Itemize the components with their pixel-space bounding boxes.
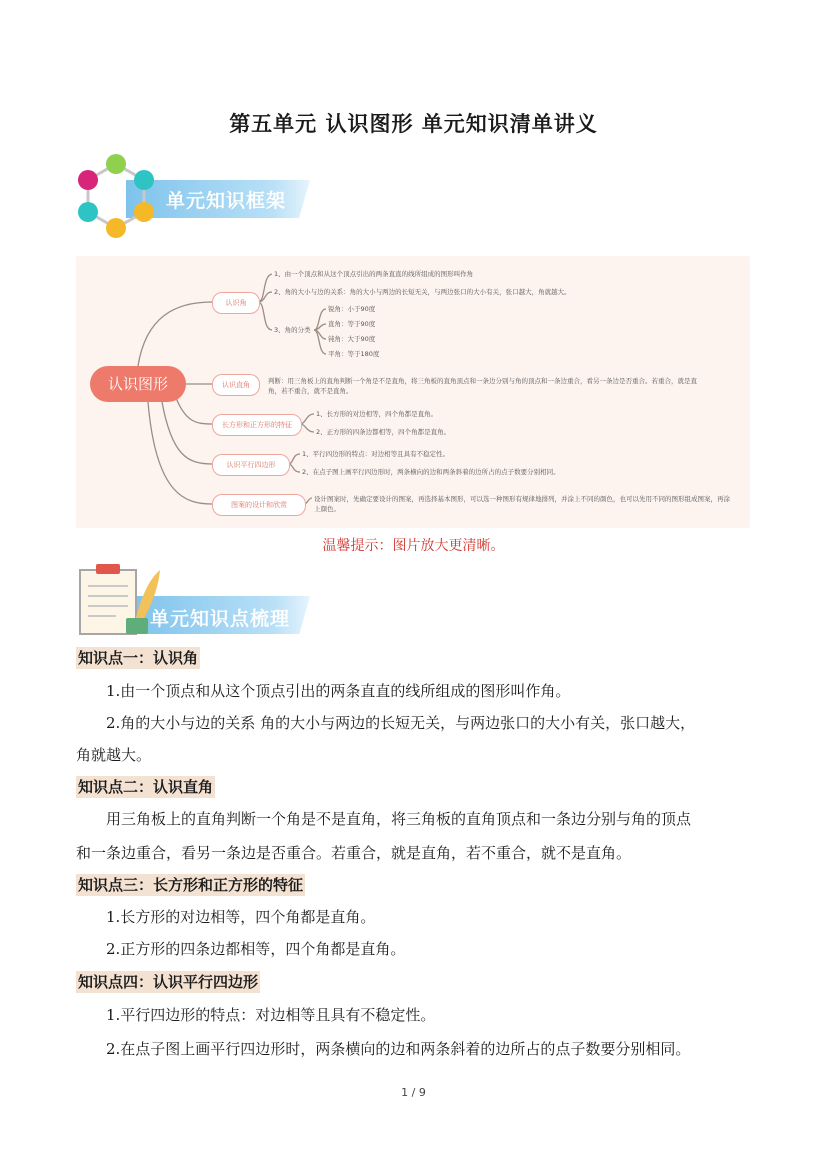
banner-title: 单元知识框架 <box>166 190 287 212</box>
knowledge-point-heading: 知识点二：认识直角 <box>78 778 214 796</box>
mindmap-leaf: 2、正方形的四条边都相等，四个角都是直角。 <box>316 428 451 436</box>
tip-text: 温馨提示：图片放大更清晰。 <box>322 538 505 554</box>
mindmap-leaf: 1、平行四边形的特点：对边相等且具有不稳定性。 <box>302 450 450 458</box>
knowledge-point-heading: 知识点三：长方形和正方形的特征 <box>78 876 304 894</box>
mindmap-leaf: 直角：等于90度 <box>328 320 376 328</box>
mindmap-leaf: 判断：用三角板上的直角判断一个角是不是直角，将三角板的直角顶点和一条边分别与角的顶点和一条边重合，看另一条边是否重合。若重合，就是直角，若不重合，就不是直角。 <box>268 377 697 395</box>
mindmap-leaf: 锐角：小于90度 <box>328 305 376 313</box>
body-text-line: 2.角的大小与边的关系 角的大小与两边的长短无关，与两边张口的大小有关，张口越大， <box>106 714 696 732</box>
mindmap-branch: 认识角 <box>212 292 260 314</box>
mindmap-leaf: 2、角的大小与边的关系：角的大小与两边的长短无关，与两边张口的大小有关，张口越大，角就越大。 <box>274 288 571 296</box>
body-text-line: 用三角板上的直角判断一个角是不是直角，将三角板的直角顶点和一条边分别与角的顶点 <box>106 810 692 828</box>
body-text-line: 2.在点子图上画平行四边形时，两条横向的边和两条斜着的边所占的点子数要分别相同。 <box>106 1040 691 1058</box>
mindmap-branch: 认识平行四边形 <box>212 454 290 476</box>
hexagon-molecule-icon <box>76 152 156 242</box>
body-text-line: 1.平行四边形的特点：对边相等且具有不稳定性。 <box>106 1006 436 1024</box>
mindmap-leaf: 钝角：大于90度 <box>328 335 376 343</box>
knowledge-point-heading: 知识点一：认识角 <box>78 649 199 667</box>
body-text-line: 2.正方形的四条边都相等，四个角都是直角。 <box>106 940 406 958</box>
section-banner-framework <box>76 152 316 242</box>
mindmap-leaf: 设计图案时，先确定要设计的图案，再选择基本图形，可以选一种图形有规律地排列，并涂上不同的颜色，也可以先用不同的图形组成图案，再涂上颜色。 <box>314 495 730 513</box>
body-text-line: 角就越大。 <box>76 746 152 764</box>
body-text-line: 1.长方形的对边相等，四个角都是直角。 <box>106 908 376 926</box>
mindmap-leaf: 2、在点子图上画平行四边形时，两条横向的边和两条斜着的边所占的点子数要分别相同。 <box>302 468 560 476</box>
mindmap-branch: 图案的设计和欣赏 <box>212 494 306 516</box>
knowledge-point-heading: 知识点四：认识平行四边形 <box>78 973 259 991</box>
mindmap-branch: 认识直角 <box>212 374 260 396</box>
mindmap-leaf: 1、由一个顶点和从这个顶点引出的两条直直的线所组成的图形叫作角 <box>274 270 474 278</box>
mindmap-leaf: 平角：等于180度 <box>328 350 380 358</box>
mindmap-leaf: 1、长方形的对边相等，四个角都是直角。 <box>316 410 438 418</box>
mindmap-leaf: 3、角的分类 <box>274 326 311 334</box>
body-text-line: 和一条边重合，看另一条边是否重合。若重合，就是直角，若不重合，就不是直角。 <box>76 844 632 862</box>
section-banner-knowledge <box>76 560 316 638</box>
banner-title: 单元知识点梳理 <box>150 608 291 630</box>
mindmap-image <box>76 256 750 528</box>
mindmap-branch: 长方形和正方形的特征 <box>212 414 302 436</box>
mindmap-root: 认识图形 <box>90 366 186 402</box>
page-number: 1 / 9 <box>401 1086 426 1099</box>
page-title: 第五单元 认识图形 单元知识清单讲义 <box>229 112 598 136</box>
body-text-line: 1.由一个顶点和从这个顶点引出的两条直直的线所组成的图形叫作角。 <box>106 682 571 700</box>
